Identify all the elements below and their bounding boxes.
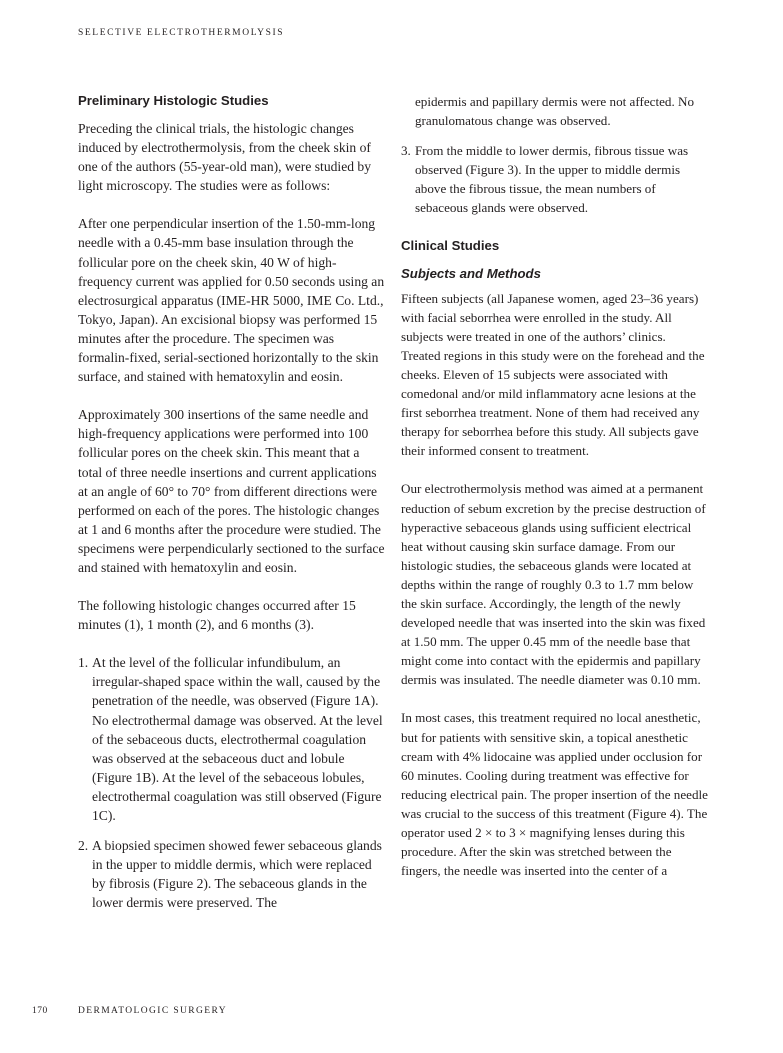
paragraph-preceding: Preceding the clinical trials, the histologic changes induced by electrothermolysis, from the cheek skin of one of the authors (55-year-old man), were studied by light microscopy. The studies were as follows:: [78, 121, 372, 194]
journal-name: DERMATOLOGIC SURGERY: [78, 1006, 227, 1016]
list-item: [78, 653, 385, 825]
list-item-text: From the middle to lower dermis, fibrous tissue was observed (Figure 3). In the upper to middle dermis above the fibrous tissue, the mean numbers of sebaceous glands were observed.: [415, 143, 689, 216]
page-footer: [32, 1006, 227, 1016]
paragraph-following: The following histologic changes occurred after 15 minutes (1), 1 month (2), and 6 months (3).: [78, 598, 356, 633]
findings-list: [78, 653, 385, 912]
paragraph-approximately: Approximately 300 insertions of the same needle and high-frequency applications were performed into 100 follicular pores on the cheek skin. This meant that a total of three needle insertions and current applications at an angle of 60° to 70° from different directions were performed on each of the pores. The histologic changes at 1 and 6 months after the procedure were studied. The specimens were perpendicularly sectioned to the surface and stained with hematoxylin and eosin.: [78, 407, 385, 575]
paragraph-subjects: Fifteen subjects (all Japanese women, aged 23–36 years) with facial seborrhea were enrolled in the study. All subjects were treated in one of the authors’ clinics. Treated regions in this study were on the forehead and the cheeks. Eleven of 15 subjects were associated with comedonal and/or mild inflammatory acne lesions at the first seborrhea treatment. None of them had received any therapy for seborrhea before this study. All subjects gave their informed consent to treatment.: [401, 290, 705, 459]
subheading-subjects-methods: Subjects and Methods: [401, 265, 541, 281]
list-item: [78, 836, 385, 912]
list-item-number: 2.: [78, 838, 89, 854]
list-item-number: 3.: [401, 143, 411, 159]
section-heading-clinical: Clinical Studies: [401, 237, 500, 253]
paragraph-method: Our electrothermolysis method was aimed at a permanent reduction of sebum excretion by the precise destruction of hyperactive sebaceous glands using sufficient electrical heat without causing skin surface damage. From our histologic studies, the sebaceous glands were located at depths within the range of roughly 0.3 to 1.7 mm below the skin surface. Accordingly, the length of the newly developed needle that was inserted into the skin was fixed at 1.50 mm. The upper 0.45 mm of the needle base that might come into contact with the epidermis and papillary dermis was insulated. The needle diameter was 0.10 mm.: [401, 481, 706, 688]
paragraph-anesthesia: In most cases, this treatment required no local anesthetic, but for patients with sensitive skin, a topical anesthetic cream with 4% lidocaine was applied under occlusion for 60 minutes. Cooling during treatment was effective for reducing electrical pain. The proper insertion of the needle was crucial to the success of this treatment (Figure 4). The operator used 2 × to 3 × magnifying lenses during this procedure. After the skin was stretched between the fingers, the needle was inserted into the center of a: [401, 710, 708, 879]
findings-list-continued: [401, 141, 708, 217]
list-item: [401, 141, 708, 217]
left-column: [78, 92, 385, 912]
list-spacer: [78, 825, 385, 836]
list-item-number: 1.: [78, 655, 89, 671]
running-header: SELECTIVE ELECTROTHERMOLYSIS: [78, 28, 285, 38]
list-item-text: At the level of the follicular infundibulum, an irregular-shaped space within the wall, caused by the penetration of the needle, was observed (Figure 1A). No electrothermal damage was observed. At the level of the sebaceous ducts, electrothermal coagulation was observed at the sebaceous duct and lobule (Figure 1B). At the level of the sebaceous lobules, electrothermal coagulation was still observed (Figure 1C).: [92, 655, 383, 823]
list-continuation: epidermis and papillary dermis were not affected. No granulomatous change was observed.: [415, 94, 694, 129]
list-item-text: A biopsied specimen showed fewer sebaceous glands in the upper to middle dermis, which were replaced by fibrosis (Figure 2). The sebaceous glands in the lower dermis were preserved. The: [92, 838, 382, 911]
page-number: 170: [32, 1006, 48, 1016]
paragraph-insertion: After one perpendicular insertion of the 1.50-mm-long needle with a 0.45-mm base insulation through the follicular pore on the cheek skin, 40 W of high-frequency current was applied for 0.50 seconds using an electrosurgical apparatus (IME-HR 5000, IME Co. Ltd., Tokyo, Japan). An excisional biopsy was performed 15 minutes after the procedure. The specimen was formalin-fixed, serial-sectioned horizontally to the skin surface, and stained with hematoxylin and eosin.: [78, 216, 385, 385]
right-column: [401, 92, 708, 880]
section-heading-histologic: Preliminary Histologic Studies: [78, 93, 269, 108]
